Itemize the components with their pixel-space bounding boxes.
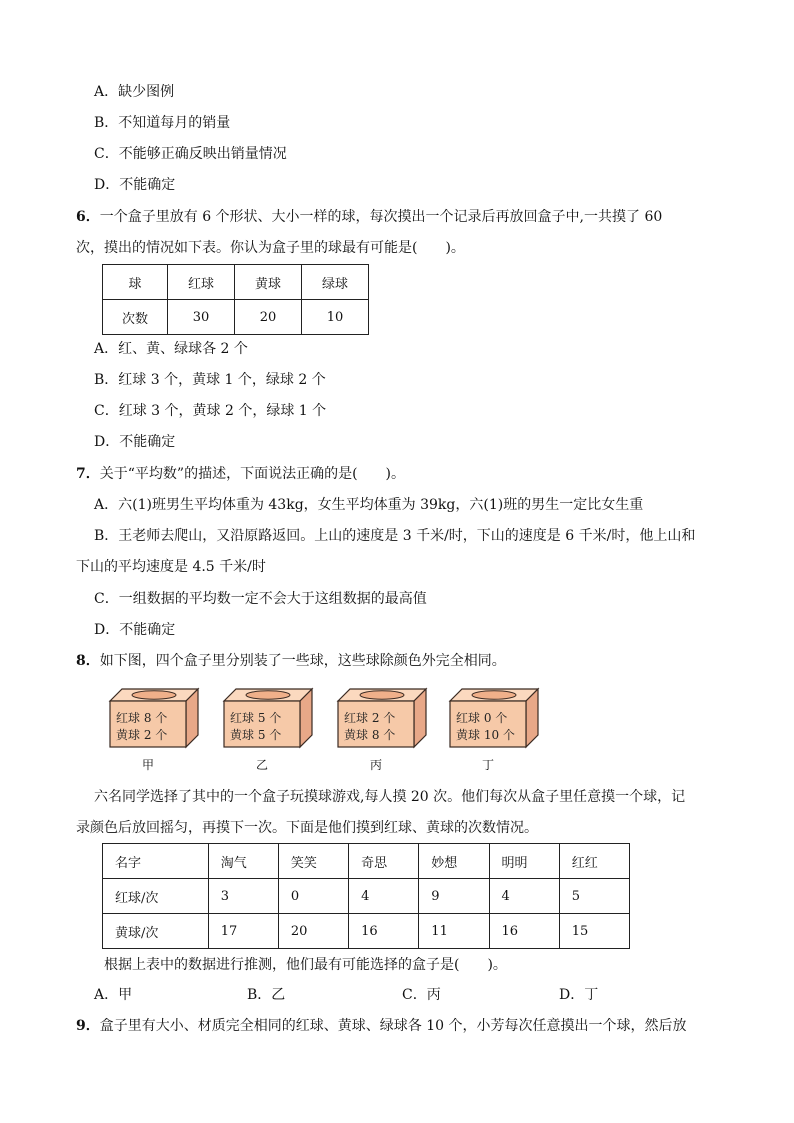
table-row [103, 300, 369, 335]
table-cell: 奇思 [349, 844, 419, 879]
box-label-red: 红球 2 个 [344, 711, 396, 725]
q7-option-d: D．不能确定 [94, 622, 176, 638]
q8-stem: 8．如下图，四个盒子里分别装了一些球，这些球除颜色外完全相同。 [76, 653, 506, 669]
q7-option-b-cont: 下山的平均速度是 4.5 千米/时 [76, 559, 266, 575]
box-bing [336, 683, 430, 772]
q7-option-c: C．一组数据的平均数一定不会大于这组数据的最高值 [94, 591, 427, 607]
q8-choice-d: D．丁 [559, 987, 599, 1003]
q5-option-a: A．缺少图例 [94, 84, 175, 100]
table-cell: 红球/次 [103, 879, 209, 914]
q8-paragraph-line2: 录颜色后放回摇匀，再摸下一次。下面是他们摸到红球、黄球的次数情况。 [76, 820, 538, 836]
q9-number: 9． [76, 1018, 100, 1034]
table-row [103, 844, 630, 879]
q5-option-c: C．不能够正确反映出销量情况 [94, 146, 287, 162]
q5-option-b: B．不知道每月的销量 [94, 115, 231, 131]
table-cell: 16 [349, 914, 419, 949]
table-cell: 10 [302, 300, 369, 335]
table-cell: 17 [208, 914, 278, 949]
q6-table [102, 264, 369, 335]
table-cell: 20 [235, 300, 302, 335]
table-cell: 妙想 [419, 844, 489, 879]
table-cell: 4 [489, 879, 559, 914]
q7-stem: 7．关于“平均数”的描述，下面说法正确的是( )。 [76, 466, 405, 482]
q7-number: 7． [76, 466, 100, 482]
q6-option-d: D．不能确定 [94, 434, 176, 450]
table-cell: 9 [419, 879, 489, 914]
table-cell: 15 [559, 914, 629, 949]
box-label-yellow: 黄球 10 个 [456, 728, 515, 742]
table-cell: 4 [349, 879, 419, 914]
box-caption: 丙 [369, 758, 382, 772]
q8-box-figure [100, 683, 540, 773]
table-cell: 3 [208, 879, 278, 914]
box-yi [222, 683, 316, 772]
table-cell: 红红 [559, 844, 629, 879]
box-caption: 乙 [255, 758, 268, 772]
q8-choices [94, 985, 598, 1005]
table-cell: 球 [103, 265, 168, 300]
q9-stem: 9．盒子里有大小、材质完全相同的红球、黄球、绿球各 10 个，小芳每次任意摸出一个球，然后放 [76, 1018, 687, 1034]
q8-table [102, 843, 630, 949]
q8-paragraph-line1: 六名同学选择了其中的一个盒子玩摸球游戏,每人摸 20 次。他们每次从盒子里任意摸一个球，记 [94, 789, 686, 805]
table-cell: 黄球 [235, 265, 302, 300]
table-cell: 黄球/次 [103, 914, 209, 949]
q5-option-d: D．不能确定 [94, 177, 176, 193]
table-cell: 红球 [168, 265, 235, 300]
q8-number: 8． [76, 653, 100, 669]
table-cell: 30 [168, 300, 235, 335]
q8-choice-b: B．乙 [247, 987, 286, 1003]
q8-choice-a: A．甲 [94, 987, 133, 1003]
q8-question: 根据上表中的数据进行推测，他们最有可能选择的盒子是( )。 [104, 957, 507, 973]
table-row [103, 265, 369, 300]
box-label-yellow: 黄球 8 个 [344, 728, 396, 742]
table-row [103, 914, 630, 949]
box-label-red: 红球 5 个 [230, 711, 282, 725]
box-caption: 丁 [481, 758, 494, 772]
q7-option-b: B．王老师去爬山，又沿原路返回。上山的速度是 3 千米/时，下山的速度是 6 千米/时，他上山和 [94, 528, 696, 544]
q7-option-a: A．六(1)班男生平均体重为 43kg，女生平均体重为 39kg，六(1)班的男生一定比女生重 [94, 497, 644, 513]
table-cell: 笑笑 [278, 844, 348, 879]
q6-option-a: A．红、黄、绿球各 2 个 [94, 341, 248, 357]
table-cell: 0 [278, 879, 348, 914]
table-row [103, 879, 630, 914]
table-cell: 淘气 [208, 844, 278, 879]
q6-option-c: C．红球 3 个，黄球 2 个，绿球 1 个 [94, 403, 327, 419]
table-cell: 绿球 [302, 265, 369, 300]
box-caption: 甲 [141, 758, 154, 772]
table-cell: 名字 [103, 844, 209, 879]
box-jia [108, 683, 202, 772]
q8-choice-c: C．丙 [402, 987, 441, 1003]
box-label-red: 红球 8 个 [116, 711, 168, 725]
table-cell: 16 [489, 914, 559, 949]
box-label-red: 红球 0 个 [456, 711, 508, 725]
table-cell: 11 [419, 914, 489, 949]
q6-option-b: B．红球 3 个，黄球 1 个，绿球 2 个 [94, 372, 326, 388]
q6-stem-line2: 次，摸出的情况如下表。你认为盒子里的球最有可能是( )。 [76, 240, 465, 256]
table-cell: 次数 [103, 300, 168, 335]
box-label-yellow: 黄球 2 个 [116, 728, 168, 742]
box-ding [448, 683, 542, 772]
table-cell: 明明 [489, 844, 559, 879]
table-cell: 5 [559, 879, 629, 914]
q6-number: 6． [76, 209, 100, 225]
q6-stem-line1: 6．一个盒子里放有 6 个形状、大小一样的球，每次摸出一个记录后再放回盒子中,一共摸了 60 [76, 209, 663, 225]
table-cell: 20 [278, 914, 348, 949]
box-label-yellow: 黄球 5 个 [230, 728, 282, 742]
